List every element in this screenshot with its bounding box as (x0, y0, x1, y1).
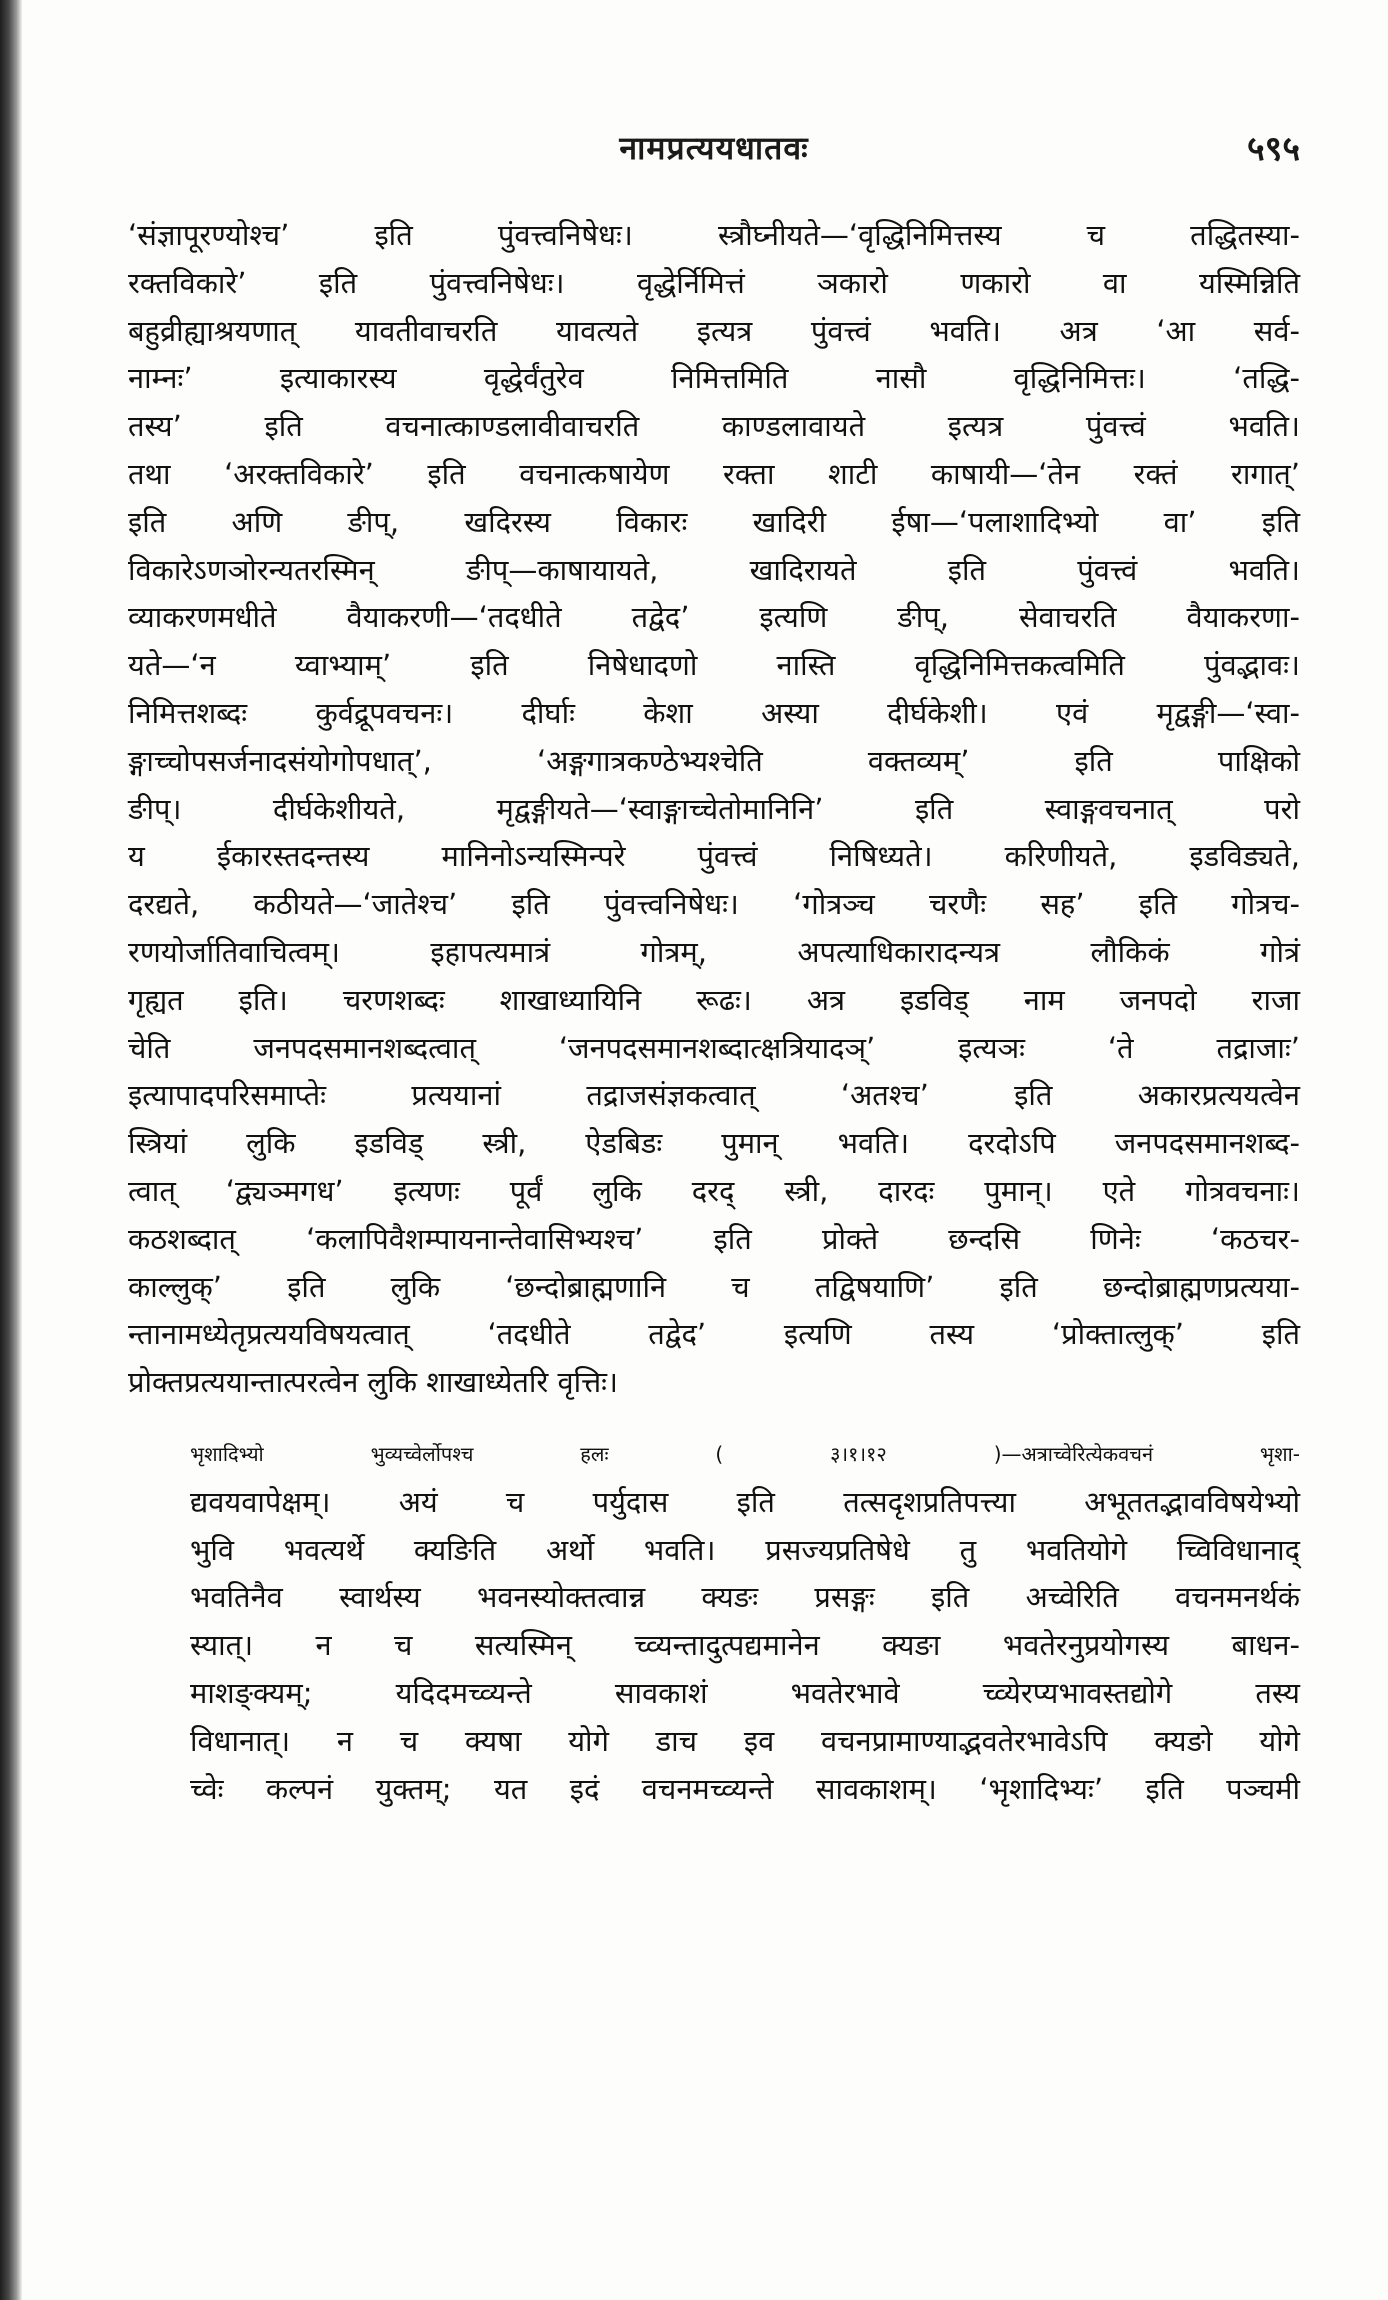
text-line: विकारेऽणञोरन्यतरस्मिन् ङीप्—काषायायते, खादिरायते इति पुंवत्त्वं भवति। (128, 552, 1300, 587)
text-line: रणयोर्जातिवाचित्वम्। इहापत्यमात्रं गोत्रम्, अपत्याधिकारादन्यत्र लौकिकं गोत्रं (128, 934, 1300, 969)
text-line: यते—‘न य्वाभ्याम्’ इति निषेधादणो नास्ति वृद्धिनिमित्तकत्वमिति पुंवद्भावः। (128, 648, 1300, 683)
paragraph-1 (128, 212, 1300, 1407)
text-line: य ईकारस्तदन्तस्य मानिनोऽन्यस्मिन्परे पुंवत्त्वं निषिध्यते। करिणीयते, इडविड्यते, (128, 839, 1300, 874)
text-line: विधानात्। न च क्यषा योगे डाच इव वचनप्रामाण्याद्भवतेरभावेऽपि क्यङो योगे (190, 1723, 1300, 1758)
text-line: इत्यापादपरिसमाप्तेः प्रत्ययानां तद्राजसंज्ञकत्वात् ‘अतश्च’ इति अकारप्रत्ययत्वेन (128, 1078, 1300, 1113)
text-line: रक्तविकारे’ इति पुंवत्त्वनिषेधः। वृद्धेर्निमित्तं ञकारो णकारो वा यस्मिन्निति (128, 265, 1300, 300)
text-line: न्तानामध्येतृप्रत्ययविषयत्वात् ‘तदधीते तद्वेद’ इत्यणि तस्य ‘प्रोक्तात्लुक्’ इति (128, 1317, 1300, 1352)
text-line: बहुव्रीह्याश्रयणात् यावतीवाचरति यावत्यते इत्यत्र पुंवत्त्वं भवति। अत्र ‘आ सर्व- (128, 313, 1300, 348)
text-line: भवतिनैव स्वार्थस्य भवनस्योक्तत्वान्न क्यङः प्रसङ्गः इति अच्वेरिति वचनमनर्थकं (190, 1580, 1300, 1615)
body-text (128, 212, 1300, 2172)
text-line: स्यात्। न च सत्यस्मिन् च्व्यन्तादुत्पद्यमानेन क्यङा भवतेरनुप्रयोगस्य बाधन- (190, 1628, 1300, 1663)
text-line: भृशादिभ्यो भुव्यच्वेर्लोपश्च हलः ( ३।१।१२ )—अत्राच्वेरित्येकवचनं भृशा- (190, 1441, 1300, 1466)
running-head-title: नामप्रत्ययधातवः (619, 129, 809, 167)
text-line: द्यवयवापेक्षम्। अयं च पर्युदास इति तत्सदृशप्रतिपत्त्या अभूततद्भावविषयेभ्यो (190, 1484, 1300, 1519)
text-line: चेति जनपदसमानशब्दत्वात् ‘जनपदसमानशब्दात्क्षत्रियादञ्’ इत्यञः ‘ते तद्राजाः’ (128, 1030, 1300, 1065)
page-number: ५९५ (1246, 129, 1300, 169)
text-line: भुवि भवत्यर्थे क्यङिति अर्थो भवति। प्रसज्यप्रतिषेधे तु भवतियोगे च्विविधानाद् (190, 1532, 1300, 1567)
text-line: च्वेः कल्पनं युक्तम्; यत इदं वचनमच्व्यन्ते सावकाशम्। ‘भृशादिभ्यः’ इति पञ्चमी (190, 1771, 1300, 1806)
text-line: तस्य’ इति वचनात्काण्डलावीवाचरति काण्डलावायते इत्यत्र पुंवत्त्वं भवति। (128, 409, 1300, 444)
text-line: कठशब्दात् ‘कलापिवैशम्पायनान्तेवासिभ्यश्च’ इति प्रोक्ते छन्दसि णिनेः ‘कठचर- (128, 1221, 1300, 1256)
text-line: स्त्रियां लुकि इडविड् स्त्री, ऐडबिडः पुमान् भवति। दरदोऽपि जनपदसमानशब्द- (128, 1126, 1300, 1161)
text-line: नाम्नः’ इत्याकारस्य वृद्धेर्वंतुरेव निमित्तमिति नासौ वृद्धिनिमित्तः। ‘तद्धि- (128, 361, 1300, 396)
text-line: निमित्तशब्दः कुर्वद्रूपवचनः। दीर्घाः केशा अस्या दीर्घकेशी। एवं मृद्वङ्गी—‘स्वा- (128, 695, 1300, 730)
text-line: इति अणि ङीप्, खदिरस्य विकारः खादिरी ईषा—‘पलाशादिभ्यो वा’ इति (128, 504, 1300, 539)
running-head (128, 118, 1300, 178)
text-line: त्वात् ‘द्व्यञ्मगध’ इत्यणः पूर्वं लुकि दरद् स्त्री, दारदः पुमान्। एते गोत्रवचनाः। (128, 1173, 1300, 1208)
text-line: व्याकरणमधीते वैयाकरणी—‘तदधीते तद्वेद’ इत्यणि ङीप्, सेवाचरति वैयाकरणा- (128, 600, 1300, 635)
book-spine-shadow (0, 0, 22, 2300)
text-line: ङीप्। दीर्घकेशीयते, मृद्वङ्गीयते—‘स्वाङ्गाच्चेतोमानिनि’ इति स्वाङ्गवचनात् परो (128, 791, 1300, 826)
text-line: माशङ्क्यम्; यदिदमच्व्यन्ते सावकाशं भवतेरभावे च्व्येरप्यभावस्तद्योगे तस्य (190, 1675, 1300, 1710)
text-line: काल्लुक्’ इति लुकि ‘छन्दोब्राह्मणानि च तद्विषयाणि’ इति छन्दोब्राह्मणप्रत्यया- (128, 1269, 1300, 1304)
text-line: ‘संज्ञापूरण्योश्च’ इति पुंवत्त्वनिषेधः। स्त्रौघ्नीयते—‘वृद्धिनिमित्तस्य च तद्धितस्या- (128, 218, 1300, 252)
paragraph-2 (128, 1431, 1300, 1813)
text-line: तथा ‘अरक्तविकारे’ इति वचनात्कषायेण रक्ता शाटी काषायी—‘तेन रक्तं रागात्’ (128, 456, 1300, 491)
text-line: गृह्यत इति। चरणशब्दः शाखाध्यायिनि रूढः। अत्र इडविड् नाम जनपदो राजा (128, 982, 1300, 1017)
text-line: दरद्यते, कठीयते—‘जातेश्च’ इति पुंवत्त्वनिषेधः। ‘गोत्रञ्च चरणैः सह’ इति गोत्रच- (128, 887, 1300, 922)
text-line: ङ्गाच्चोपसर्जनादसंयोगोपधात्’, ‘अङ्गगात्रकण्ठेभ्यश्चेति वक्तव्यम्’ इति पाक्षिको (128, 743, 1300, 778)
text-line: प्रोक्तप्रत्ययान्तात्परत्वेन लुकि शाखाध्येतरि वृत्तिः। (128, 1365, 619, 1400)
